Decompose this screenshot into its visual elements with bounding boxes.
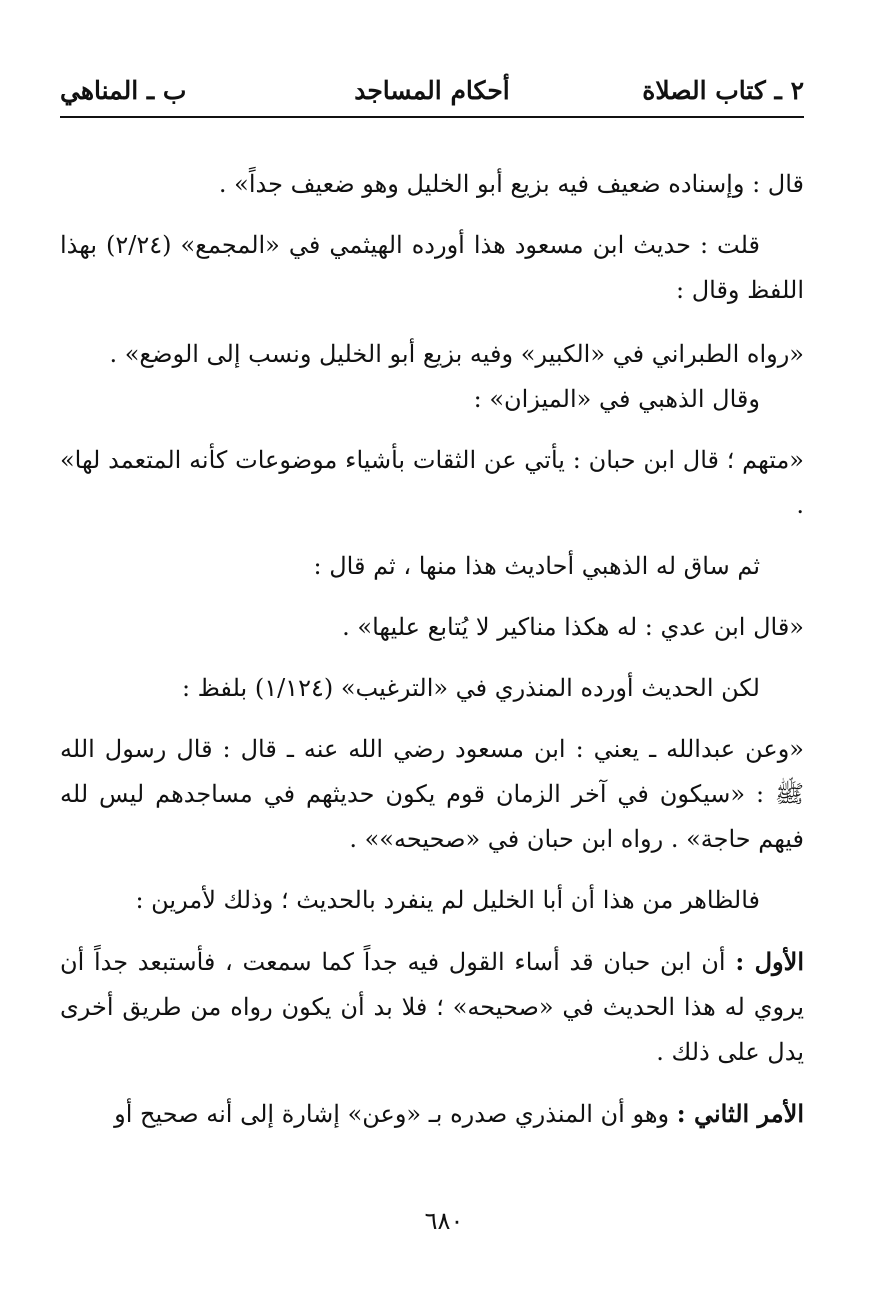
paragraph-quote-end: قال : وإسناده ضعيف فيه بزيع أبو الخليل وهو ضعيف جداً» . [218, 170, 804, 198]
second-reason-text: وهو أن المنذري صدره بـ «وعن» إشارة إلى أنه صحيح أو [114, 1100, 677, 1128]
second-reason-lead: الأمر الثاني : [676, 1099, 804, 1128]
page-number: ٦٨٠ [424, 1207, 464, 1235]
paragraph-quote-ibn-adi: «قال ابن عدي : له هكذا مناكير لا يُتابع عليها» . [342, 613, 804, 641]
first-reason-text: أن ابن حبان قد أساء القول فيه جداً كما سمعت ، فأستبعد جداً أن يروي له هذا الحديث في «صحيحه» ؛ فلا بد أن يكون رواه من طريق أخرى يدل على ذلك . [60, 948, 804, 1066]
paragraph-dhahabi-intro: وقال الذهبي في «الميزان» : [473, 385, 760, 413]
chapter-title: ٢ ـ كتاب الصلاة [642, 76, 804, 105]
paragraph-first-reason [60, 939, 804, 1075]
paragraph-quote-hadith: «وعن عبدالله ـ يعني : ابن مسعود رضي الله عنه ـ قال : قال رسول الله ﷺ : «سيكون في آخر الزمان قوم يكون حديثهم في مساجدهم ليس لله فيهم حاجة» . رواه ابن حبان في «صحيحه»» . [60, 735, 804, 853]
subsection-title: ب ـ المناهي [60, 76, 187, 105]
paragraph-dhahabi-hadiths: ثم ساق له الذهبي أحاديث هذا منها ، ثم قال : [313, 552, 760, 580]
paragraph-quote-ibn-hibban: «متهم ؛ قال ابن حبان : يأتي عن الثقات بأشياء موضوعات كأنه المتعمد لها» . [60, 446, 804, 519]
paragraph-conclusion: فالظاهر من هذا أن أبا الخليل لم ينفرد بالحديث ؛ وذلك لأمرين : [135, 886, 760, 914]
paragraph-second-reason [60, 1091, 804, 1137]
paragraph-mundhiri: لكن الحديث أورده المنذري في «الترغيب» (١/١٢٤) بلفظ : [181, 674, 760, 702]
first-reason-lead: الأول : [735, 947, 804, 976]
section-title: أحكام المساجد [354, 76, 510, 105]
paragraph-haythami: قلت : حديث ابن مسعود هذا أورده الهيثمي في «المجمع» (٢/٢٤) بهذا اللفظ وقال : [60, 231, 804, 304]
paragraph-quote-tabarani: «رواه الطبراني في «الكبير» وفيه بزيع أبو الخليل ونسب إلى الوضع» . [109, 340, 804, 368]
page-body [60, 162, 804, 1137]
running-header [60, 70, 804, 118]
